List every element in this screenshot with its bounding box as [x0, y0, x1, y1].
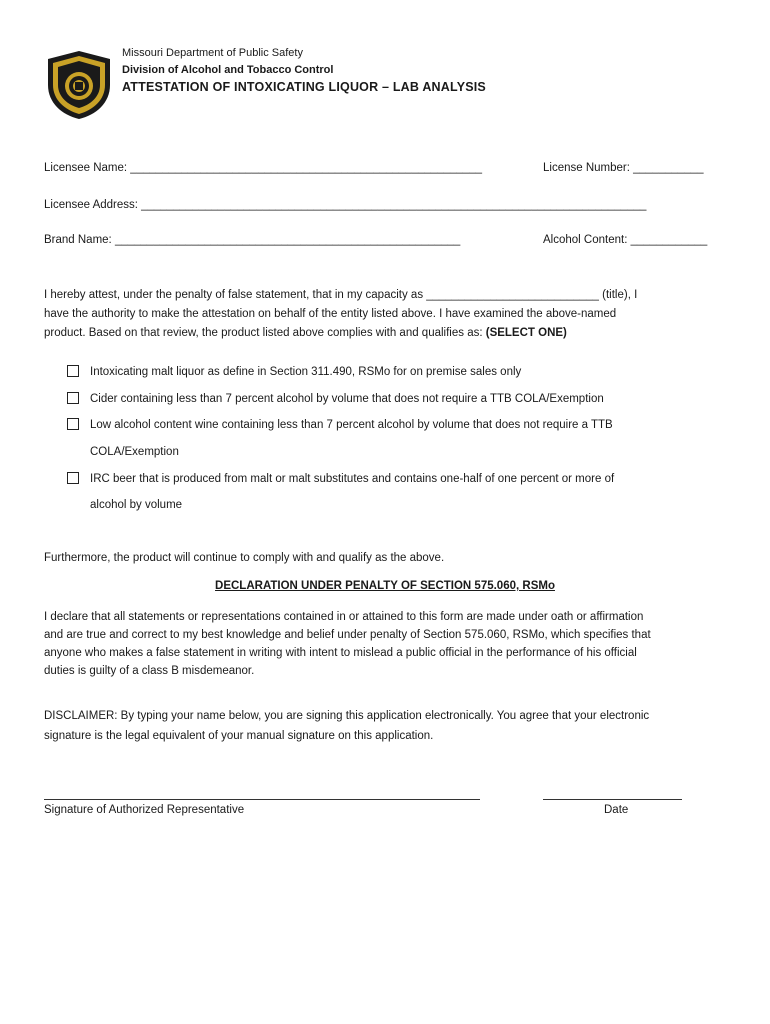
attestation-line-3 [44, 327, 567, 339]
brand-name-field[interactable]: Brand Name: ______________________________________________________ [44, 234, 461, 246]
option-label-wine-cont: COLA/Exemption [90, 446, 179, 458]
form-title: ATTESTATION OF INTOXICATING LIQUOR – LAB ANALYSIS [122, 80, 486, 94]
option-label-wine: Low alcohol content wine containing less than 7 percent alcohol by volume that does not require a TTB [90, 419, 613, 431]
signature-label: Signature of Authorized Representative [44, 804, 245, 816]
furthermore-statement: Furthermore, the product will continue to comply with and qualify as the above. [44, 552, 445, 564]
attestation-line-2: have the authority to make the attestation on behalf of the entity listed above. I have examined the above-named [44, 308, 617, 320]
option-label-irc-beer: IRC beer that is produced from malt or malt substitutes and contains one-half of one percent or more of [90, 473, 615, 485]
licensee-name-field[interactable]: Licensee Name: _______________________________________________________ [44, 162, 483, 174]
attestation-line-3-text: product. Based on that review, the product listed above complies with and qualifies as: [44, 327, 486, 339]
state-seal-logo [44, 49, 114, 121]
license-number-field[interactable]: License Number: ___________ [543, 162, 704, 174]
option-checkbox-irc-beer[interactable] [67, 472, 79, 484]
declaration-line-2: and are true and correct to my best knowledge and belief under penalty of Section 575.060, RSMo, which specifies that [44, 629, 651, 641]
date-line[interactable] [543, 799, 682, 800]
disclaimer-line-1: DISCLAIMER: By typing your name below, you are signing this application electronically. You agree that your electronic [44, 710, 650, 722]
declaration-line-1: I declare that all statements or representations contained in or attained to this form are made under oath or affirmation [44, 611, 644, 623]
option-label-cider: Cider containing less than 7 percent alcohol by volume that does not require a TTB COLA/Exemption [90, 393, 604, 405]
department-name: Missouri Department of Public Safety [122, 47, 303, 59]
date-label: Date [604, 804, 629, 816]
disclaimer-line-2: signature is the legal equivalent of your manual signature on this application. [44, 730, 434, 742]
option-checkbox-wine[interactable] [67, 418, 79, 430]
declaration-line-4: duties is guilty of a class B misdemeanor. [44, 665, 255, 677]
division-name: Division of Alcohol and Tobacco Control [122, 64, 334, 76]
option-label-irc-beer-cont: alcohol by volume [90, 499, 183, 511]
signature-line[interactable] [44, 799, 480, 800]
option-checkbox-malt-liquor[interactable] [67, 365, 79, 377]
declaration-heading: DECLARATION UNDER PENALTY OF SECTION 575.060, RSMo [215, 580, 555, 592]
licensee-address-field[interactable]: Licensee Address: _______________________________________________________________________________ [44, 199, 647, 211]
option-label-malt-liquor: Intoxicating malt liquor as define in Section 311.490, RSMo for on premise sales only [90, 366, 522, 378]
option-checkbox-cider[interactable] [67, 392, 79, 404]
select-one-label: (SELECT ONE) [485, 327, 567, 339]
alcohol-content-field[interactable]: Alcohol Content: ____________ [543, 234, 708, 246]
declaration-line-3: anyone who makes a false statement in writing with intent to mislead a public official in the performance of his official [44, 647, 637, 659]
attestation-line-1: I hereby attest, under the penalty of false statement, that in my capacity as ___________________________ (title), I [44, 289, 638, 301]
